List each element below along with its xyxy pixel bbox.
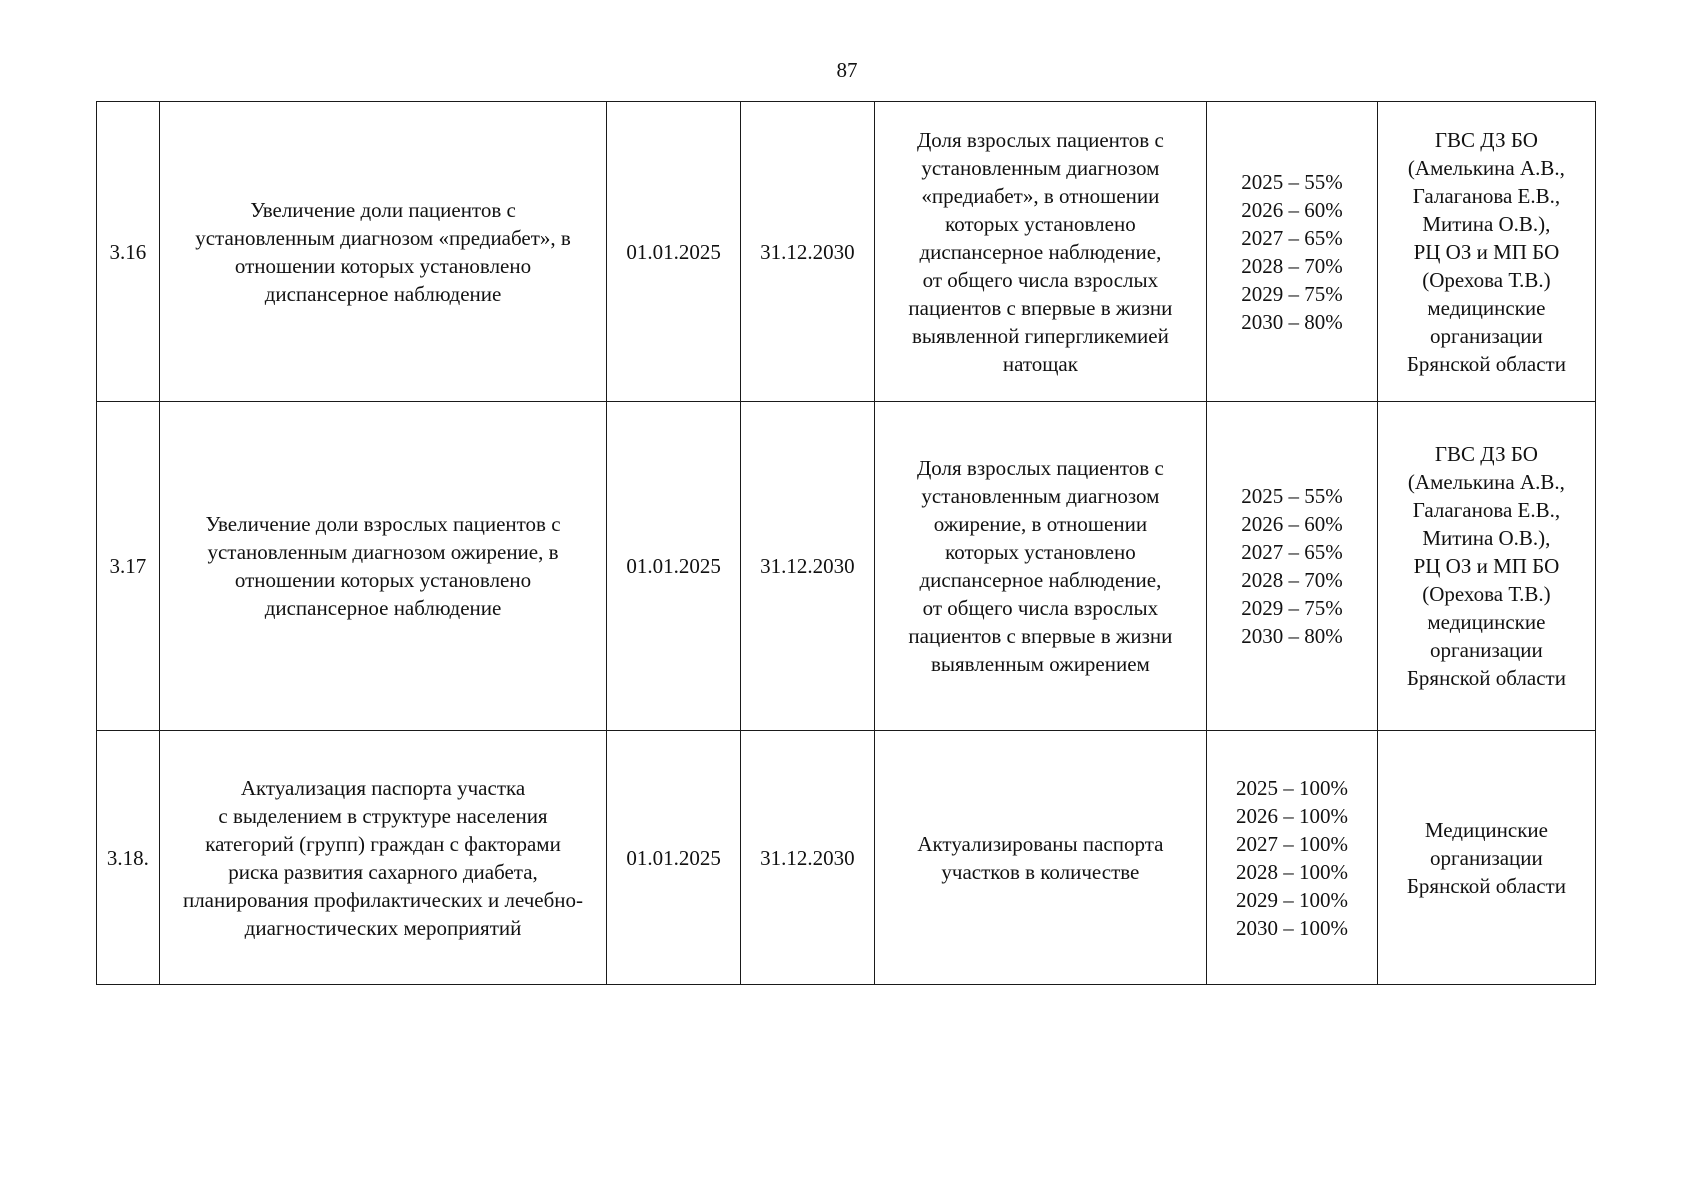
measures-table [96,101,1596,985]
responsible-line: организации [1430,638,1543,662]
table-row [97,102,1596,402]
measure-cell [159,102,607,402]
responsible-line: медицинские [1427,295,1546,320]
indicator-line: пациентов с впервые в жизни [908,295,1173,320]
table-row [97,731,1596,985]
responsible-cell [1377,402,1595,731]
indicator-cell [874,102,1206,402]
target-value: 2026 – 60% [1241,197,1343,222]
target-value: 2026 – 60% [1241,512,1343,536]
indicator-cell [874,402,1206,731]
row-number-cell: 3.17 [97,402,160,731]
responsible-line: Брянской области [1406,351,1566,376]
measure-cell [159,731,607,985]
responsible-line: Брянской области [1406,666,1566,690]
indicator-line: ожирение, в отношении [933,512,1148,536]
end-date-cell: 31.12.2030 [741,731,875,985]
responsible-line: РЦ ОЗ и МП БО [1413,554,1560,578]
target-value: 2027 – 100% [1235,831,1348,856]
measure-line: Увеличение доли пациентов с [250,197,516,222]
responsible-cell [1377,731,1595,985]
indicator-line: выявленным ожирением [930,652,1150,676]
responsible-line: РЦ ОЗ и МП БО [1413,239,1560,264]
indicator-line: диспансерное наблюдение, [919,568,1162,592]
target-value: 2025 – 55% [1241,169,1343,194]
target-value: 2030 – 80% [1241,624,1343,648]
measure-line: планирования профилактических и лечебно- [182,887,584,912]
target-value: 2026 – 100% [1235,803,1348,828]
measure-line: диспансерное наблюдение [264,281,502,306]
indicator-line: Доля взрослых пациентов с [916,456,1164,480]
measure-line: диспансерное наблюдение [264,596,502,620]
target-value: 2027 – 65% [1241,225,1343,250]
measure-cell [159,402,607,731]
responsible-line: (Орехова Т.В.) [1422,582,1551,606]
target-value: 2029 – 75% [1241,281,1343,306]
responsible-line: Брянской области [1406,873,1566,898]
indicator-line: «предиабет», в отношении [921,183,1160,208]
indicator-line: диспансерное наблюдение, [919,239,1162,264]
indicator-line: Доля взрослых пациентов с [916,127,1164,152]
measure-line: с выделением в структуре населения [218,803,548,828]
target-value: 2028 – 70% [1241,568,1343,592]
indicator-line: Актуализированы паспорта [917,831,1164,856]
target-value: 2025 – 55% [1241,484,1343,508]
target-value: 2030 – 80% [1241,309,1343,334]
end-date-cell: 31.12.2030 [741,402,875,731]
row-number-cell: 3.18. [97,731,160,985]
indicator-line: которых установлено [945,211,1136,236]
targets-cell [1207,102,1378,402]
targets-cell [1207,402,1378,731]
target-value: 2028 – 100% [1235,859,1348,884]
measure-line: категорий (групп) граждан с факторами [205,831,561,856]
measure-line: риска развития сахарного диабета, [228,859,538,884]
measure-line: установленным диагнозом ожирение, в [207,540,559,564]
indicator-line: участков в количестве [941,859,1140,884]
end-date-cell: 31.12.2030 [741,102,875,402]
indicator-line: от общего числа взрослых [922,596,1159,620]
responsible-line: ГВС ДЗ БО [1434,127,1538,152]
responsible-line: (Орехова Т.В.) [1422,267,1551,292]
responsible-line: Галаганова Е.В., [1412,498,1561,522]
table-row [97,402,1596,731]
indicator-line: от общего числа взрослых [922,267,1159,292]
target-value: 2028 – 70% [1241,253,1343,278]
start-date-cell: 01.01.2025 [607,731,741,985]
targets-cell [1207,731,1378,985]
measure-line: отношении которых установлено [234,568,532,592]
indicator-cell [874,731,1206,985]
responsible-line: (Амелькина А.В., [1407,470,1565,494]
indicator-line: пациентов с впервые в жизни [908,624,1173,648]
responsible-line: медицинские [1427,610,1546,634]
responsible-line: организации [1430,845,1543,870]
responsible-line: Медицинские [1424,817,1548,842]
indicator-line: которых установлено [945,540,1136,564]
responsible-line: (Амелькина А.В., [1407,155,1565,180]
start-date-cell: 01.01.2025 [607,402,741,731]
measure-line: Актуализация паспорта участка [240,775,526,800]
responsible-cell [1377,102,1595,402]
indicator-line: выявленной гипергликемией [911,323,1169,348]
responsible-line: Митина О.В.), [1422,211,1551,236]
measure-line: установленным диагнозом «предиабет», в [195,225,571,250]
target-value: 2029 – 75% [1241,596,1343,620]
responsible-line: организации [1430,323,1543,348]
page-number: 87 [836,58,858,82]
start-date-cell: 01.01.2025 [607,102,741,402]
responsible-line: ГВС ДЗ БО [1434,442,1538,466]
target-value: 2027 – 65% [1241,540,1343,564]
target-value: 2025 – 100% [1235,775,1348,800]
row-number-cell: 3.16 [97,102,160,402]
measure-line: отношении которых установлено [234,253,532,278]
measure-line: диагностических мероприятий [244,915,522,940]
indicator-line: установленным диагнозом [921,484,1160,508]
target-value: 2029 – 100% [1235,887,1348,912]
responsible-line: Галаганова Е.В., [1412,183,1561,208]
measure-line: Увеличение доли взрослых пациентов с [205,512,561,536]
target-value: 2030 – 100% [1235,915,1348,940]
responsible-line: Митина О.В.), [1422,526,1551,550]
indicator-line: установленным диагнозом [921,155,1160,180]
indicator-line: натощак [1002,351,1078,376]
